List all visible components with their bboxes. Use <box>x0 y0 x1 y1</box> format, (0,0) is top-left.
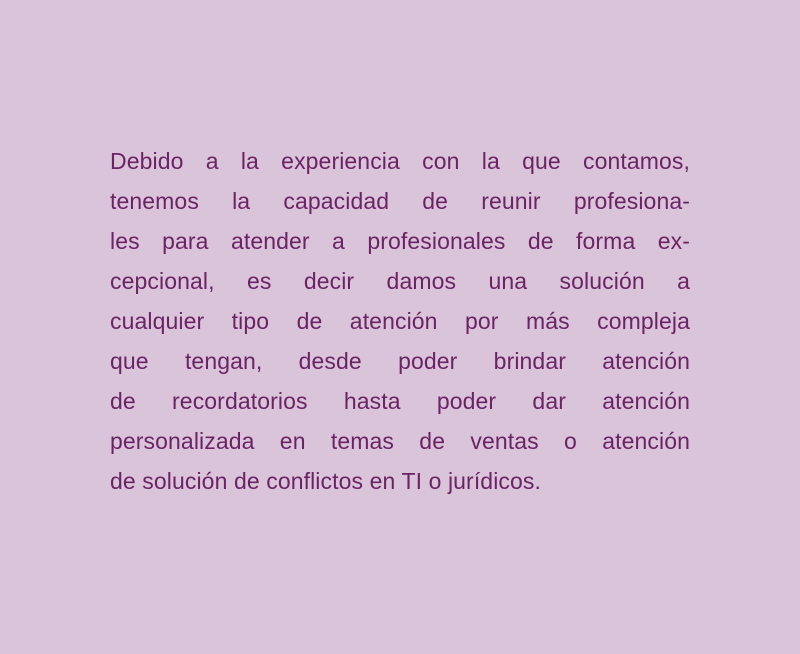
paragraph-line-7: de recordatorios hasta poder dar atención <box>110 388 690 414</box>
paragraph-line-2: tenemos la capacidad de reunir profesiona- <box>110 188 690 214</box>
paragraph-line-1: Debido a la experiencia con la que contamos, <box>110 148 690 174</box>
paragraph-line-8: personalizada en temas de ventas o atención <box>110 428 690 454</box>
paragraph-line-5: cualquier tipo de atención por más compleja <box>110 308 690 334</box>
paragraph-line-3: les para atender a profesionales de forma ex- <box>110 228 690 254</box>
paragraph-line-9: de solución de conflictos en TI o jurídicos. <box>110 468 541 494</box>
paragraph-line-6: que tengan, desde poder brindar atención <box>110 348 690 374</box>
paragraph-line-4: cepcional, es decir damos una solución a <box>110 268 690 294</box>
paragraph-text <box>110 141 690 501</box>
